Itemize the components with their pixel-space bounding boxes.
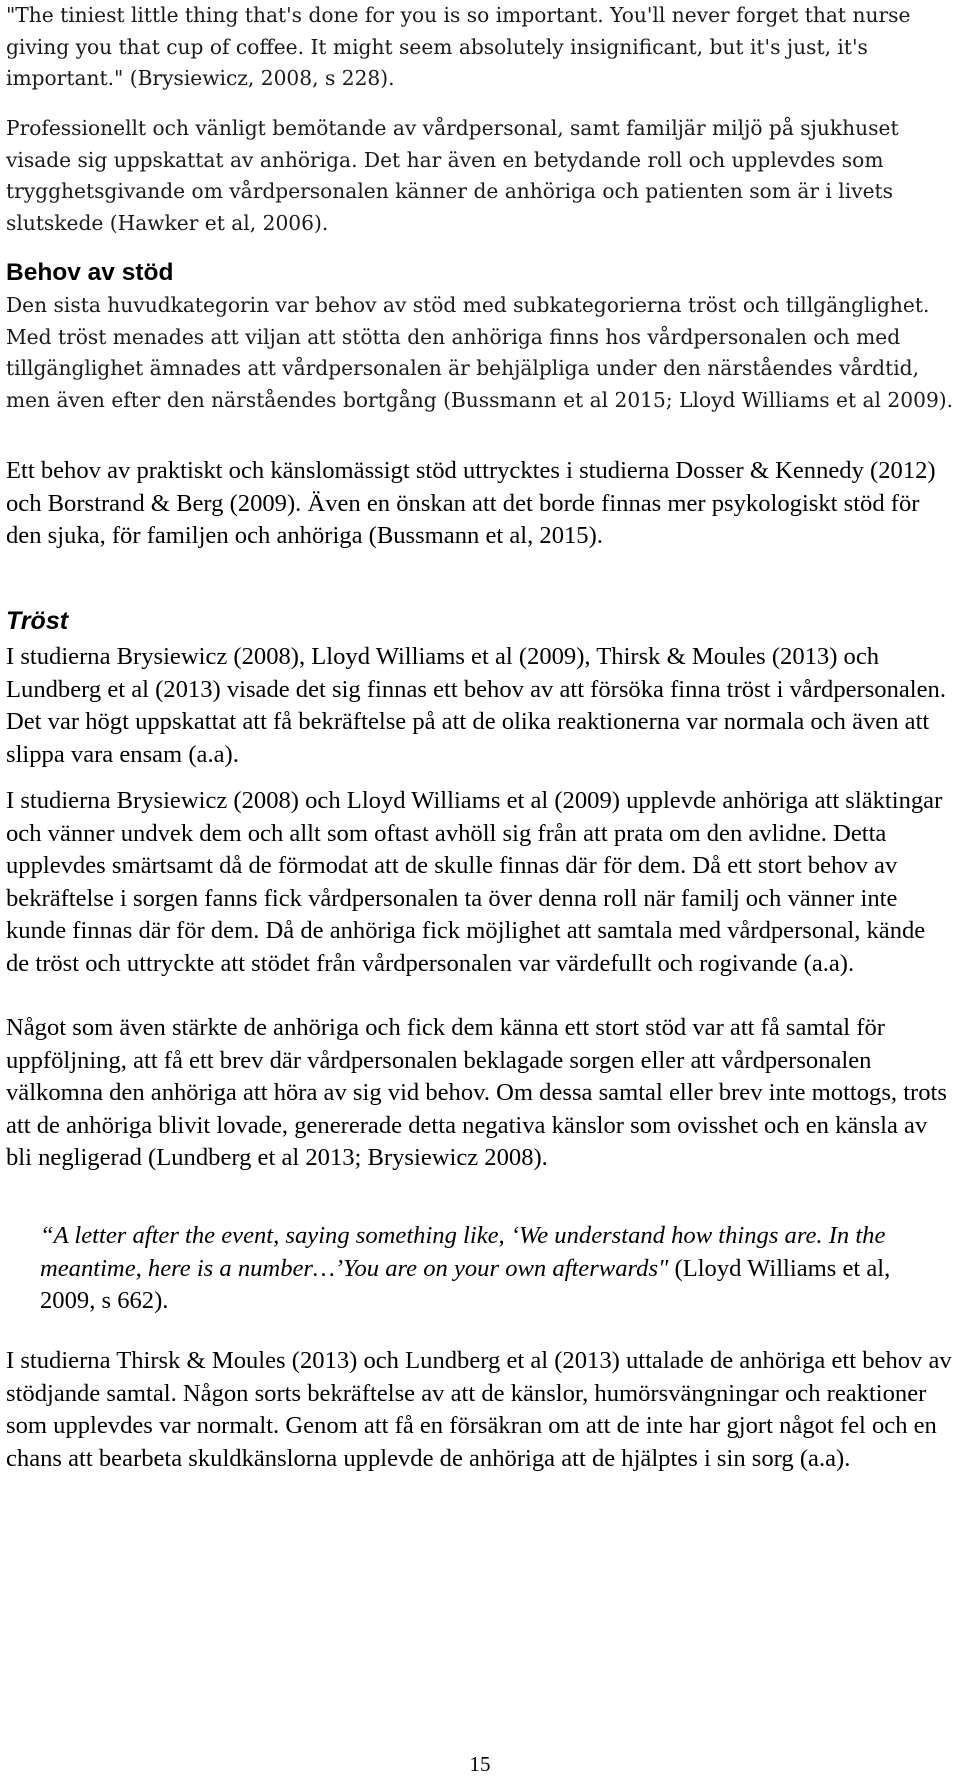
paragraph-stodjande-samtal: I studierna Thirsk & Moules (2013) och Lundberg et al (2013) uttalade de anhöriga ett behov av stödjande samtal. Någon sorts bekräftelse av att de känslor, humörsvängningar och reaktioner som upplevdes var normalt. Genom att få en försäkran om att de inte har gjort något fel och en chans att bearbeta skuldkänslorna upplevde de anhöriga att de hjälptes i sin sorg (a.a).: [6, 1347, 952, 1472]
paragraph-slaktingar: I studierna Brysiewicz (2008) och Lloyd Williams et al (2009) upplevde anhöriga att släktingar och vänner undvek dem och allt som oftast avhöll sig från att prata om den avlidne. Detta upplevdes smärtsamt då de förmodat att de skulle finnas där för dem. Då ett stort behov av bekräftelse i sorgen fanns fick vårdpersonalen ta över denna roll när familj och vänner inte kunde finnas där för dem. Då de anhöriga fick möjlighet att samtala med vårdpersonal, kände de tröst och uttryckte att stödet från vårdpersonalen var värdefullt och rogivande (a.a).: [6, 787, 943, 977]
heading-behov-av-stod: Behov av stöd: [6, 259, 174, 286]
heading-trost: Tröst: [6, 607, 69, 635]
paragraph-praktiskt-stod: Ett behov av praktiskt och känslomässigt stöd uttrycktes i studierna Dosser & Kennedy (2012) och Borstrand & Berg (2009). Även en önskan att det borde finnas mer psykologiskt stöd för den sjuka, för familjen och anhöriga (Bussmann et al, 2015).: [6, 457, 936, 549]
quote-citation: (Lloyd Williams et al, 2009, s 662).: [40, 1254, 891, 1314]
quote-text: “A letter after the event, saying something like, ‘We understand how things are. In the meantime, here is a number…’You are on your own afterwards": [40, 1222, 886, 1282]
page-number: 15: [469, 1752, 491, 1776]
block-quote: [40, 1220, 940, 1318]
paragraph-huvudkategori: Den sista huvudkategorin var behov av stöd med subkategorierna tröst och tillgänglighet. Med tröst menades att viljan att stötta den anhöriga finns hos vårdpersonalen och med tillgänglighet ämnades att vårdpersonalen är behjälpliga under den närståendes vårdtid, men även efter den närståendes bortgång (Bussmann et al 2015; Lloyd Williams et al 2009).: [6, 293, 954, 412]
paragraph-finna-trost: I studierna Brysiewicz (2008), Lloyd Williams et al (2009), Thirsk & Moules (2013) och Lundberg et al (2013) visade det sig finnas ett behov av att försöka finna tröst i vårdpersonalen. Det var högt uppskattat att få bekräftelse på att de olika reaktionerna var normala och även att slippa vara ensam (a.a).: [6, 643, 946, 768]
paragraph-uppfoljning: Något som även stärkte de anhöriga och fick dem känna ett stort stöd var att få samtal för uppföljning, att få ett brev där vårdpersonalen beklagade sorgen eller att vårdpersonalen välkomna den anhöriga att höra av sig vid behov. Om dessa samtal eller brev inte mottogs, trots att de anhöriga blivit lovade, genererade detta negativa känslor som ovisshet och en känsla av bli negligerad (Lundberg et al 2013; Brysiewicz 2008).: [6, 1014, 947, 1171]
paragraph-bemotande: Professionellt och vänligt bemötande av vårdpersonal, samt familjär miljö på sjukhuset visade sig uppskattat av anhöriga. Det har även en betydande roll och upplevdes som trygghetsgivande om vårdpersonalen känner de anhöriga och patienten som är i livets slutskede (Hawker et al, 2006).: [6, 116, 899, 235]
opening-quote-paragraph: "The tiniest little thing that's done for you is so important. You'll never forget that nurse giving you that cup of coffee. It might seem absolutely insignificant, but it's just, it's important." (Brysiewicz, 2008, s 228).: [6, 3, 911, 90]
